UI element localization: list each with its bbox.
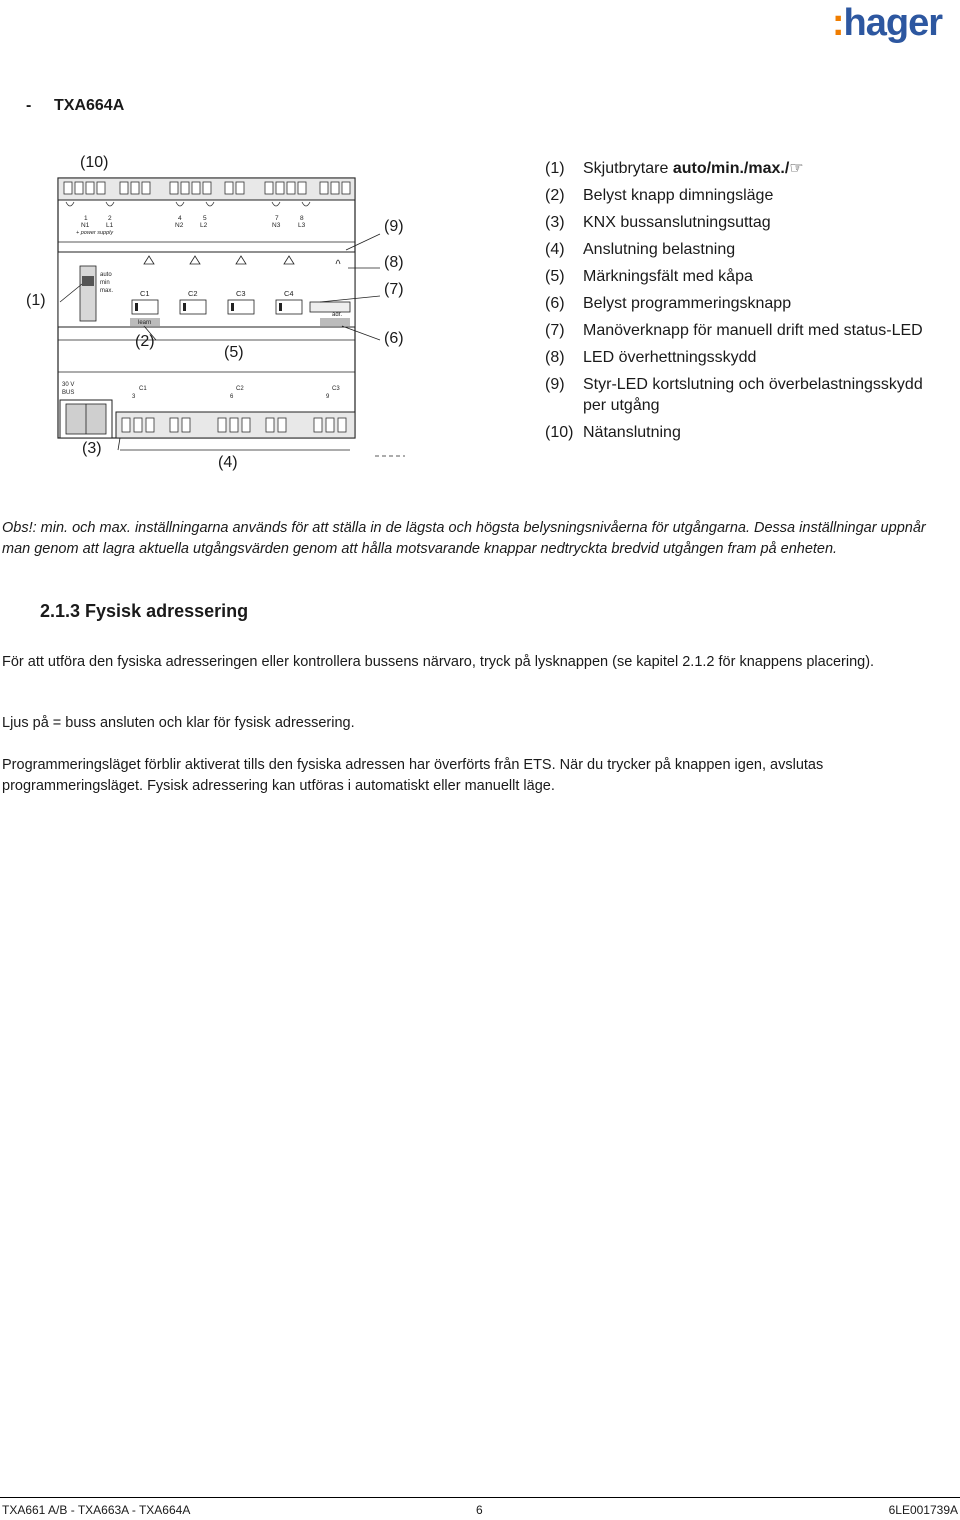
legend-num: (10) <box>545 424 574 441</box>
svg-text:5: 5 <box>203 215 207 222</box>
legend-text: Märkningsfält med kåpa <box>583 268 753 285</box>
svg-text:C2: C2 <box>188 289 198 298</box>
note-paragraph: Obs!: min. och max. inställningarna används för att ställa in de lägsta och högsta belysningsnivåerna för utgångarna. Dessa inställningar uppnår man genom att lagra aktuella utgångsvärden genom att hålla motsvarande knappar nedtryckta bredvid utgången fram på enheten. <box>2 520 926 557</box>
callout-9: (9) <box>384 218 404 235</box>
logo-text: hager <box>843 2 942 44</box>
svg-text:N2: N2 <box>175 222 184 229</box>
callout-3: (3) <box>82 440 102 457</box>
svg-text:7: 7 <box>275 215 279 222</box>
svg-text:C1: C1 <box>140 289 150 298</box>
legend-text: Belyst knapp dimningsläge <box>583 187 774 204</box>
svg-text:C2: C2 <box>236 386 244 392</box>
legend-item <box>545 422 945 443</box>
svg-text:L3: L3 <box>298 222 306 229</box>
device-diagram <box>20 150 420 480</box>
svg-text:BUS: BUS <box>62 390 75 396</box>
model-dash: - <box>26 97 32 114</box>
svg-text:max.: max. <box>100 288 114 294</box>
callout-2: (2) <box>135 333 155 350</box>
svg-text:learn: learn <box>138 320 152 326</box>
legend-text: Anslutning belastning <box>583 241 736 258</box>
legend-num: (6) <box>545 295 565 312</box>
model-name: TXA664A <box>54 97 125 114</box>
legend-item <box>545 239 945 260</box>
footer-models: TXA661 A/B - TXA663A - TXA664A <box>2 1503 191 1517</box>
legend-item <box>545 347 945 368</box>
callout-5: (5) <box>224 344 244 361</box>
svg-text:N1: N1 <box>81 222 90 229</box>
svg-text:N3: N3 <box>272 222 281 229</box>
legend-text: LED överhettningsskydd <box>583 349 757 366</box>
svg-text:L2: L2 <box>200 222 208 229</box>
svg-text:1: 1 <box>84 215 88 222</box>
legend-text: KNX bussanslutningsuttag <box>583 214 771 231</box>
legend-num: (7) <box>545 322 565 339</box>
legend-num: (2) <box>545 187 565 204</box>
svg-text:9: 9 <box>326 394 330 400</box>
svg-text:C3: C3 <box>332 386 340 392</box>
device-drawing <box>20 150 420 480</box>
svg-text:4: 4 <box>178 215 182 222</box>
legend-item <box>545 212 945 233</box>
svg-text:adr.: adr. <box>332 312 343 318</box>
svg-text:+ power supply: + power supply <box>76 230 114 236</box>
svg-text:min: min <box>100 280 110 286</box>
legend-text-plain: Skjutbrytare <box>583 160 673 177</box>
logo-dots-icon: : <box>831 2 844 44</box>
svg-text:C1: C1 <box>139 386 147 392</box>
callout-6: (6) <box>384 330 404 347</box>
legend-item <box>545 320 945 341</box>
hager-logo <box>832 2 942 45</box>
svg-text:2: 2 <box>108 215 112 222</box>
legend-text <box>583 158 945 179</box>
callout-7: (7) <box>384 281 404 298</box>
callout-10: (10) <box>80 154 109 171</box>
legend-item <box>545 374 945 416</box>
footer-divider <box>0 1497 960 1498</box>
legend-text: Manöverknapp för manuell drift med status-LED <box>583 322 923 339</box>
legend-text-bold: auto/min./max./☞ <box>672 160 804 177</box>
footer-page-number: 6 <box>476 1503 483 1517</box>
diagram-legend <box>545 158 945 449</box>
section-paragraph-3: Programmeringsläget förblir aktiverat tills den fysiska adressen har överförts från ETS. När du trycker på knappen igen, avslutas programmeringsläget. Fysisk adressering kan utföras i automatiskt eller manuellt läge. <box>2 757 824 794</box>
callout-8: (8) <box>384 254 404 271</box>
svg-text:8: 8 <box>300 215 304 222</box>
svg-text:30 V: 30 V <box>62 382 75 388</box>
legend-num: (9) <box>545 376 565 393</box>
legend-item <box>545 293 945 314</box>
svg-text:L1: L1 <box>106 222 114 229</box>
callout-4: (4) <box>218 454 238 471</box>
legend-item <box>545 266 945 287</box>
svg-text:C3: C3 <box>236 289 246 298</box>
legend-text: Belyst programmeringsknapp <box>583 295 792 312</box>
legend-text: Nätanslutning <box>583 424 681 441</box>
svg-text:C4: C4 <box>284 289 294 298</box>
footer-doc-code: 6LE001739A <box>888 1503 958 1517</box>
legend-num: (4) <box>545 241 565 258</box>
section-title: 2.1.3 Fysisk adressering <box>40 601 249 621</box>
legend-item <box>545 158 945 179</box>
legend-num: (3) <box>545 214 565 231</box>
legend-num: (1) <box>545 160 565 177</box>
legend-num: (5) <box>545 268 565 285</box>
section-paragraph-2: Ljus på = buss ansluten och klar för fysisk adressering. <box>2 715 355 731</box>
legend-item <box>545 185 945 206</box>
legend-text: Styr-LED kortslutning och överbelastningsskydd per utgång <box>583 376 923 414</box>
svg-text:3: 3 <box>132 394 136 400</box>
callout-1: (1) <box>26 292 46 309</box>
model-heading <box>26 97 124 115</box>
svg-text:6: 6 <box>230 394 234 400</box>
svg-text:auto: auto <box>100 272 112 278</box>
legend-num: (8) <box>545 349 565 366</box>
section-paragraph-1: För att utföra den fysiska adresseringen eller kontrollera bussens närvaro, tryck på lysknappen (se kapitel 2.1.2 för knappens placering). <box>2 654 875 670</box>
